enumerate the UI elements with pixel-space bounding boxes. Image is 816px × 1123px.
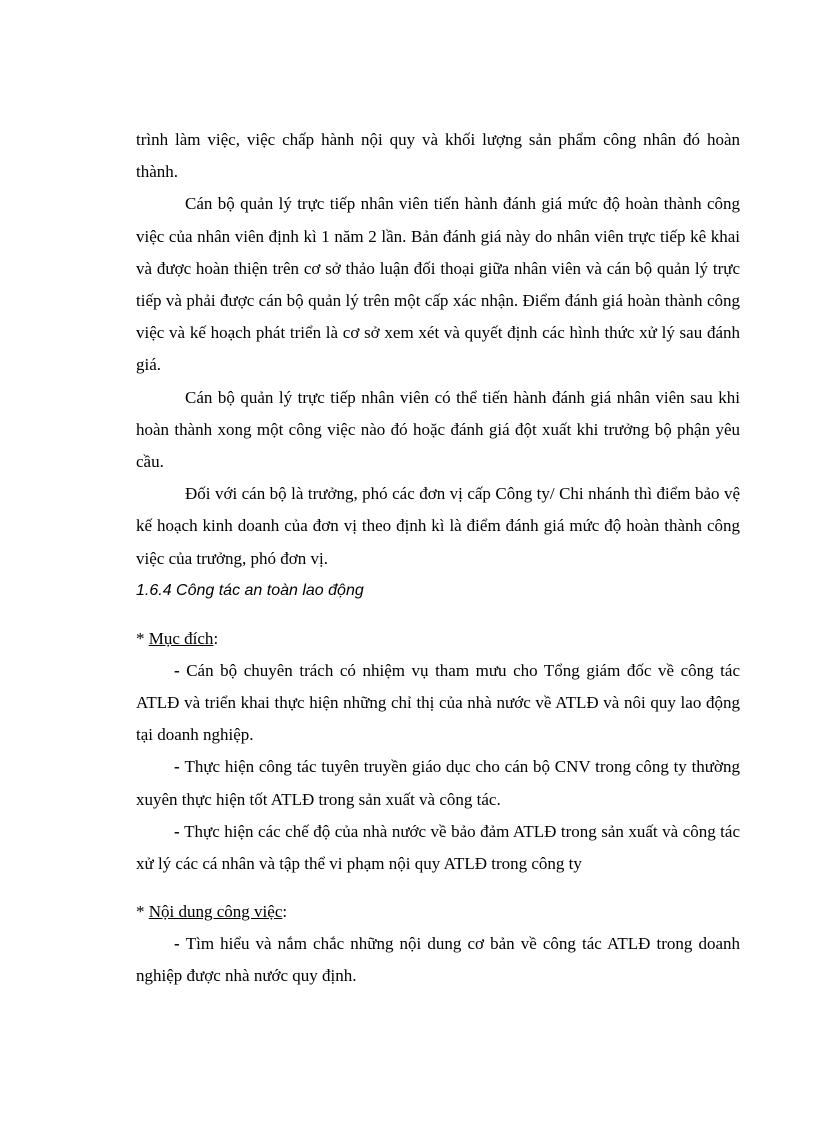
document-page — [136, 124, 740, 993]
paragraph-evaluation-schedule: Cán bộ quản lý trực tiếp nhân viên tiến hành đánh giá mức độ hoàn thành công việc của nhân viên định kì 1 năm 2 lần. Bản đánh giá này do nhân viên trực tiếp kê khai và được hoàn thiện trên cơ sở thảo luận đối thoại giữa nhân viên và cán bộ quản lý trực tiếp và phải được cán bộ quản lý trên một cấp xác nhận. Điểm đánh giá hoàn thành công việc và kế hoạch phát triển là cơ sở xem xét và quyết định các hình thức xử lý sau đánh giá. — [136, 194, 740, 375]
list-item — [136, 751, 740, 815]
purpose-label — [136, 623, 740, 655]
dash-bullet-icon: - — [174, 757, 185, 777]
paragraph-continuation: trình làm việc, việc chấp hành nội quy và khối lượng sản phẩm công nhân đó hoàn thành. — [136, 130, 740, 182]
content-colon: : — [282, 902, 288, 922]
content-label-text: Nội dung công việc — [148, 902, 283, 922]
list-item — [136, 816, 740, 880]
paragraph-adhoc-evaluation: Cán bộ quản lý trực tiếp nhân viên có thể tiến hành đánh giá nhân viên sau khi hoàn thành xong một công việc nào đó hoặc đánh giá đột xuất khi trưởng bộ phận yêu cầu. — [136, 387, 740, 472]
purpose-star: * — [136, 628, 149, 648]
list-item-text: Tìm hiểu và nắm chắc những nội dung cơ bản về công tác ATLĐ trong doanh nghiệp được nhà nước quy định. — [136, 934, 740, 986]
dash-bullet-icon: - — [174, 821, 185, 841]
list-item — [136, 655, 740, 752]
dash-bullet-icon: - — [174, 660, 187, 680]
content-label — [136, 896, 740, 928]
paragraph-unit-heads: Đối với cán bộ là trưởng, phó các đơn vị cấp Công ty/ Chi nhánh thì điểm bảo vệ kế hoạch kinh doanh của đơn vị theo định kì là điểm đánh giá mức độ hoàn thành công việc của trưởng, phó đơn vị. — [136, 484, 740, 568]
dash-bullet-icon: - — [174, 934, 186, 954]
spacer — [136, 607, 740, 623]
section-heading: 1.6.4 Công tác an toàn lao động — [136, 581, 364, 599]
purpose-label-text: Mục đích — [148, 628, 214, 648]
spacer — [136, 880, 740, 896]
content-star: * — [136, 902, 149, 922]
list-item-text: Cán bộ chuyên trách có nhiệm vụ tham mưu cho Tổng giám đốc về công tác ATLĐ và triển khai thực hiện những chỉ thị của nhà nước về ATLĐ và nôi quy lao động tại doanh nghiệp. — [136, 660, 740, 745]
list-item-text: Thực hiện công tác tuyên truyền giáo dục cho cán bộ CNV trong công ty thường xuyên thực hiện tốt ATLĐ trong sản xuất và công tác. — [136, 757, 740, 809]
purpose-colon: : — [213, 628, 219, 648]
list-item-text: Thực hiện các chế độ của nhà nước về bảo đảm ATLĐ trong sản xuất và công tác xử lý các cá nhân và tập thể vi phạm nội quy ATLĐ trong công ty — [136, 821, 740, 874]
list-item — [136, 928, 740, 992]
